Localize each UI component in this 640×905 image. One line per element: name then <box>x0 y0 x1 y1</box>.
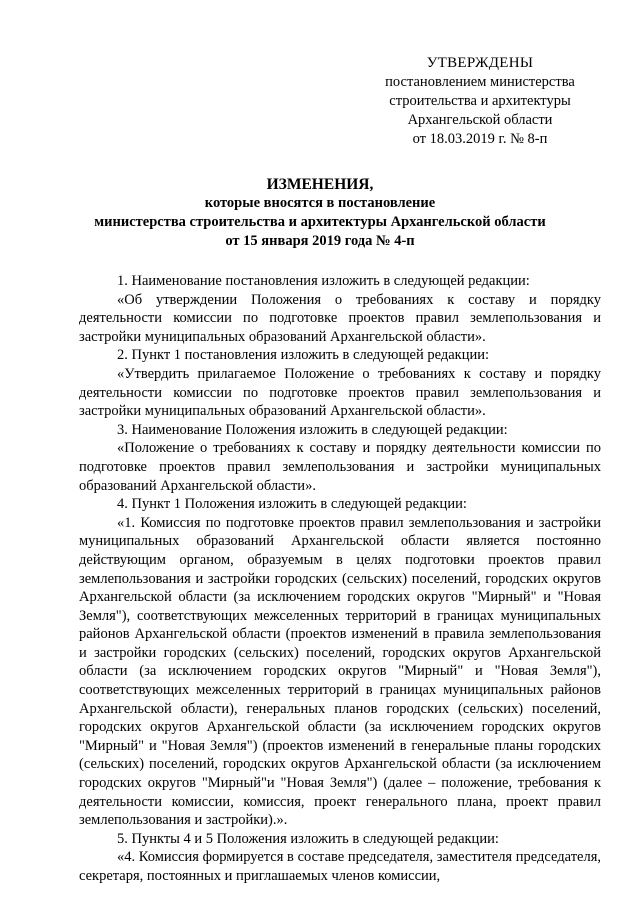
title-main: ИЗМЕНЕНИЯ, <box>266 176 374 193</box>
paragraph: 4. Пункт 1 Положения изложить в следующей редакции: <box>117 496 467 513</box>
approval-heading: УТВЕРЖДЕНЫ <box>426 55 534 71</box>
paragraph: «1. Комиссия по подготовке проектов правил землепользования и застройки муниципальных образований Архангельской области является постоянно действующим органом, образуемым в целях подготовки проектов правил землепользования и застройки городских (сельских) поселений, городских округов Архангельской области (за исключением городских округов "Мирный" и "Новая Земля"), соответствующих межселенных территорий в границах муниципальных районов Архангельской области (проектов изменений в правила землепользования и застройки городских (сельских) поселений, городских округов Архангельской области (за исключением городских округов "Мирный" и "Новая Земля"), соответствующих межселенных территорий в границах муниципальных районов Архангельской области), генеральных планов городских (сельских) поселений, городских округов Архангельской области (за исключением городских округов "Мирный" и "Новая Земля") (проектов изменений в генеральные планы городских (сельских) поселений, городских округов Архангельской области (за исключением городских округов "Мирный"и "Новая Земля") (далее – положение, требования к деятельности комиссии, комиссия, проект генерального плана, проект правил землепользования и застройки).». <box>79 514 601 829</box>
approval-line: строительства и архитектуры <box>389 93 571 109</box>
paragraph: «Об утверждении Положения о требованиях к составу и порядку деятельности комиссии по подготовке проектов правил землепользования и застройки муниципальных образований Архангельской области». <box>79 291 601 345</box>
title-line: от 15 января 2019 года № 4-п <box>225 233 415 249</box>
paragraph: 3. Наименование Положения изложить в следующей редакции: <box>117 421 508 438</box>
paragraph: «Утвердить прилагаемое Положение о требованиях к составу и порядку деятельности комиссии по подготовке проектов правил землепользования и застройки муниципальных образований Архангельской области». <box>79 365 601 420</box>
document-body <box>79 272 601 886</box>
document-title <box>60 175 580 251</box>
paragraph: 1. Наименование постановления изложить в следующей редакции: <box>117 273 530 289</box>
paragraph: «4. Комиссия формируется в составе председателя, заместителя председателя, секретаря, постоянных и приглашаемых членов комиссии, <box>79 849 601 884</box>
title-line: министерства строительства и архитектуры Архангельской области <box>94 214 546 230</box>
title-line: которые вносятся в постановление <box>204 195 436 211</box>
approval-line: от 18.03.2019 г. № 8-п <box>412 131 548 147</box>
paragraph: 5. Пункты 4 и 5 Положения изложить в следующей редакции: <box>117 830 499 847</box>
approval-line: постановлением министерства <box>385 74 575 90</box>
paragraph: 2. Пункт 1 постановления изложить в следующей редакции: <box>117 347 490 364</box>
approval-line: Архангельской области <box>407 112 553 128</box>
approval-stamp <box>360 54 600 149</box>
paragraph: «Положение о требованиях к составу и порядку деятельности комиссии по подготовке проектов правил землепользования и застройки муниципальных образований Архангельской области». <box>79 440 601 494</box>
